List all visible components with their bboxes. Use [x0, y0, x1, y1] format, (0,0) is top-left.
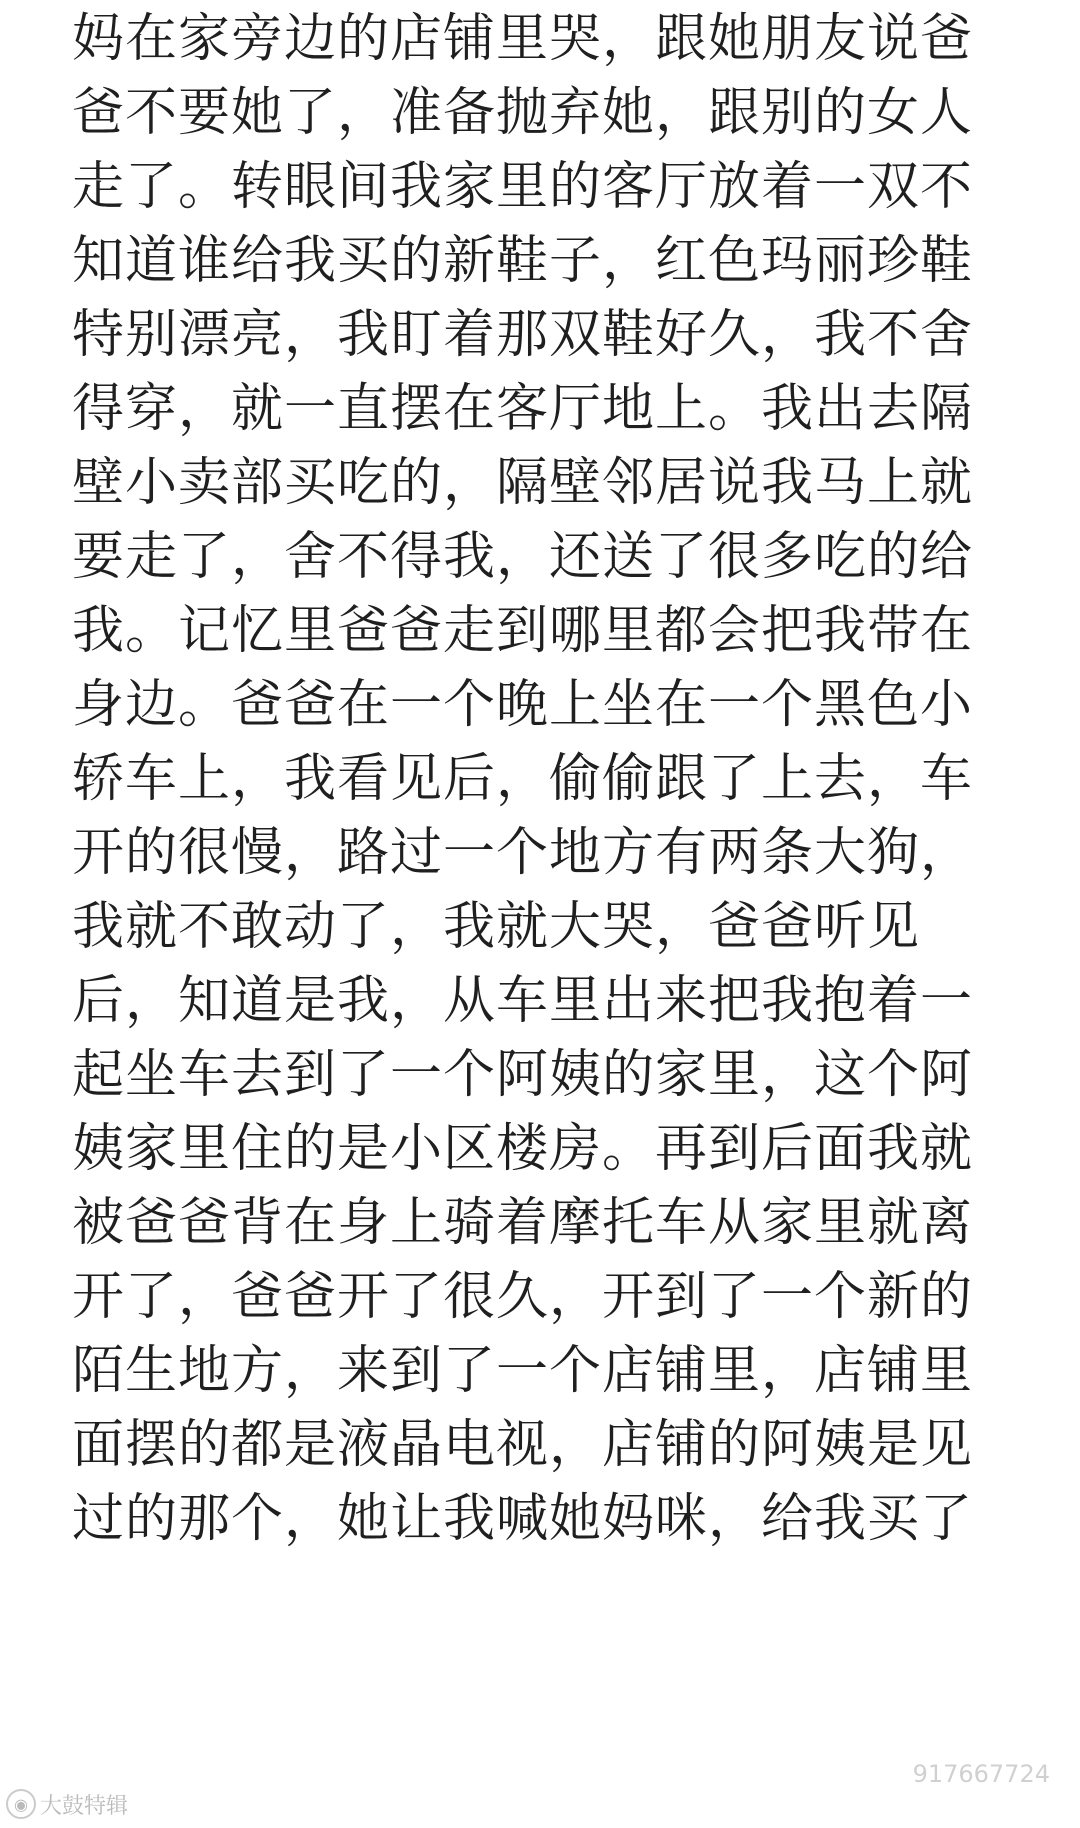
text-line: 开了，爸爸开了很久，开到了一个新的 [72, 1267, 974, 1327]
text-line: 陌生地方，来到了一个店铺里，店铺里 [72, 1341, 974, 1401]
text-line: 特别漂亮，我盯着那双鞋好久，我不舍 [72, 305, 974, 365]
watermark-left [6, 1786, 128, 1822]
text-line: 被爸爸背在身上骑着摩托车从家里就离 [72, 1193, 974, 1253]
text-line: 轿车上，我看见后，偷偷跟了上去，车 [72, 749, 974, 809]
text-line: 走了。转眼间我家里的客厅放着一双不 [72, 157, 974, 217]
text-line: 开的很慢，路过一个地方有两条大狗， [72, 823, 974, 883]
text-line: 知道谁给我买的新鞋子，红色玛丽珍鞋 [72, 231, 974, 291]
watermark-left-text: 大鼓特辑 [40, 1793, 129, 1819]
text-line: 我。记忆里爸爸走到哪里都会把我带在 [72, 601, 974, 661]
text-line: 面摆的都是液晶电视，店铺的阿姨是见 [72, 1415, 974, 1475]
text-line: 过的那个，她让我喊她妈咪，给我买了 [72, 1489, 974, 1549]
text-line: 起坐车去到了一个阿姨的家里，这个阿 [72, 1045, 974, 1105]
watermark-right [913, 1760, 1050, 1796]
text-line: 妈在家旁边的店铺里哭，跟她朋友说爸 [72, 9, 974, 69]
text-line: 我就不敢动了，我就大哭，爸爸听见 [72, 897, 921, 957]
text-line: 得穿，就一直摆在客厅地上。我出去隔 [72, 379, 974, 439]
text-line: 爸不要她了，准备抛弃她，跟别的女人 [72, 83, 974, 143]
text-line: 后，知道是我，从车里出来把我抱着一 [72, 971, 974, 1031]
text-line: 身边。爸爸在一个晚上坐在一个黑色小 [72, 675, 974, 735]
text-line: 壁小卖部买吃的，隔壁邻居说我马上就 [72, 453, 974, 513]
weibo-logo-icon: ◉ [6, 1789, 36, 1819]
text-line: 姨家里住的是小区楼房。再到后面我就 [72, 1119, 974, 1179]
text-line: 要走了，舍不得我，还送了很多吃的给 [72, 527, 974, 587]
watermark-right-text: 917667724 [912, 1760, 1050, 1788]
